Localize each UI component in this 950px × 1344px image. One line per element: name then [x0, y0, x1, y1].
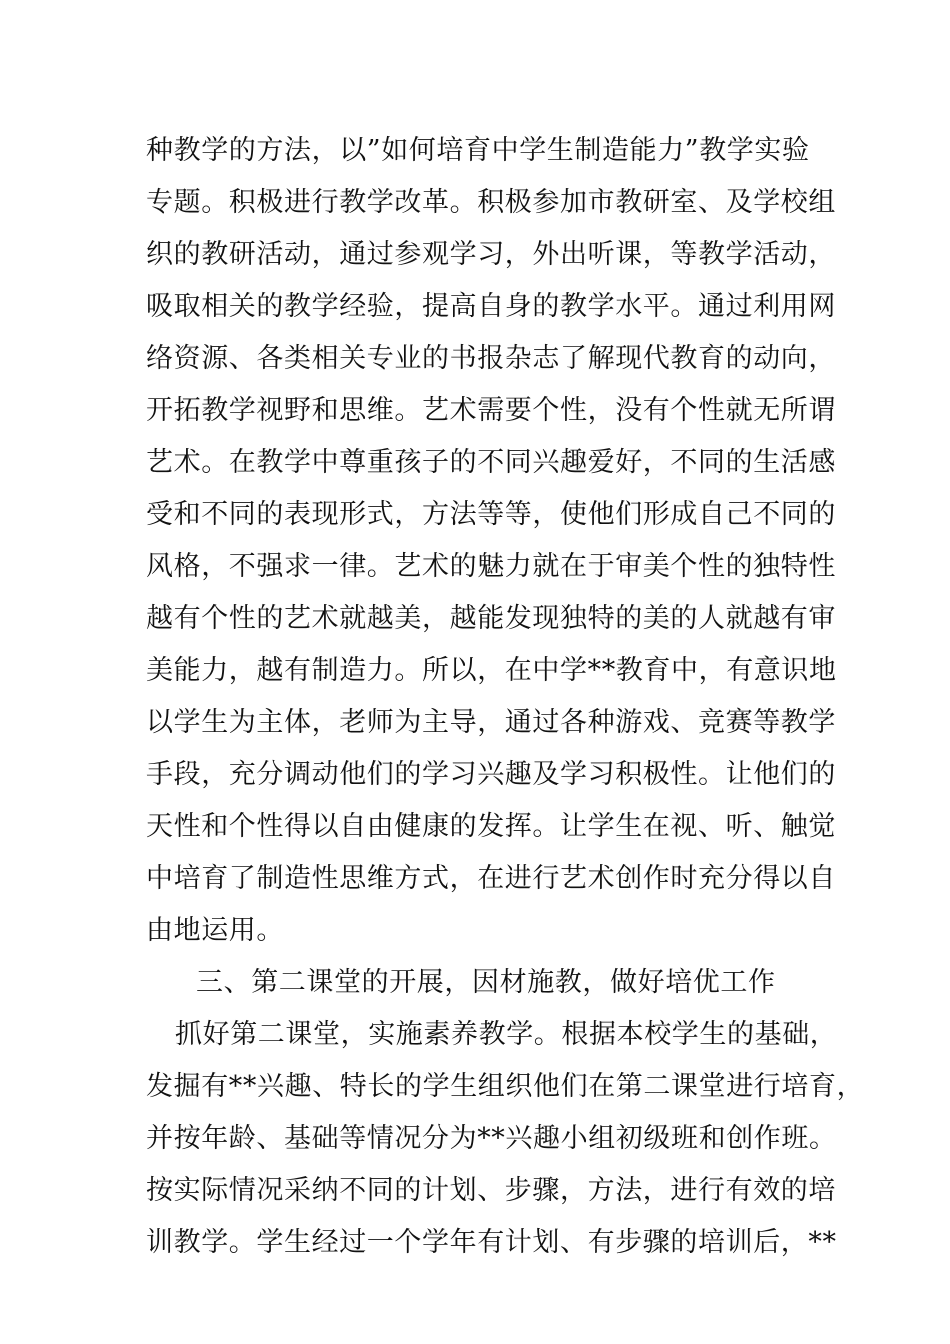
paragraph-line: 发掘有**兴趣、特长的学生组织他们在第二课堂进行培育， — [146, 1071, 865, 1102]
paragraph-line: 抓好第二课堂，实施素养教学。根据本校学生的基础， — [175, 1019, 838, 1050]
paragraph-line: 越有个性的艺术就越美，越能发现独特的美的人就越有审 — [146, 603, 836, 634]
paragraph-line: 受和不同的表现形式，方法等等，使他们形成自己不同的 — [146, 499, 836, 530]
paragraph-line: 训教学。学生经过一个学年有计划、有步骤的培训后，** — [146, 1227, 837, 1258]
paragraph-line: 并按年龄、基础等情况分为**兴趣小组初级班和创作班。 — [146, 1123, 837, 1154]
paragraph-line: 按实际情况采纳不同的计划、步骤，方法，进行有效的培 — [146, 1175, 836, 1206]
paragraph-line: 天性和个性得以自由健康的发挥。让学生在视、听、触觉 — [146, 811, 836, 842]
paragraph-line: 手段，充分调动他们的学习兴趣及学习积极性。让他们的 — [146, 759, 836, 790]
paragraph-line: 络资源、各类相关专业的书报杂志了解现代教育的动向， — [146, 343, 836, 374]
paragraph-line: 吸取相关的教学经验，提高自身的教学水平。通过利用网 — [146, 291, 836, 322]
paragraph-line: 中培育了制造性思维方式，在进行艺术创作时充分得以自 — [146, 863, 836, 894]
paragraph-line: 风格，不强求一律。艺术的魅力就在于审美个性的独特性 — [146, 551, 836, 582]
paragraph-line: 织的教研活动，通过参观学习，外出听课，等教学活动， — [146, 239, 836, 270]
paragraph-line: 由地运用。 — [146, 915, 284, 946]
paragraph-line: 专题。积极进行教学改革。积极参加市教研室、及学校组 — [146, 187, 836, 218]
paragraph-line: 开拓教学视野和思维。艺术需要个性，没有个性就无所谓 — [146, 395, 836, 426]
paragraph-line: 艺术。在教学中尊重孩子的不同兴趣爱好，不同的生活感 — [146, 447, 836, 478]
paragraph-line: 美能力，越有制造力。所以，在中学**教育中，有意识地 — [146, 655, 837, 686]
paragraph-line: 以学生为主体，老师为主导，通过各种游戏、竞赛等教学 — [146, 707, 836, 738]
paragraph-line: 种教学的方法，以”如何培育中学生制造能力”教学实验 — [146, 135, 810, 166]
section-heading: 三、第二课堂的开展，因材施教，做好培优工作 — [196, 967, 776, 998]
